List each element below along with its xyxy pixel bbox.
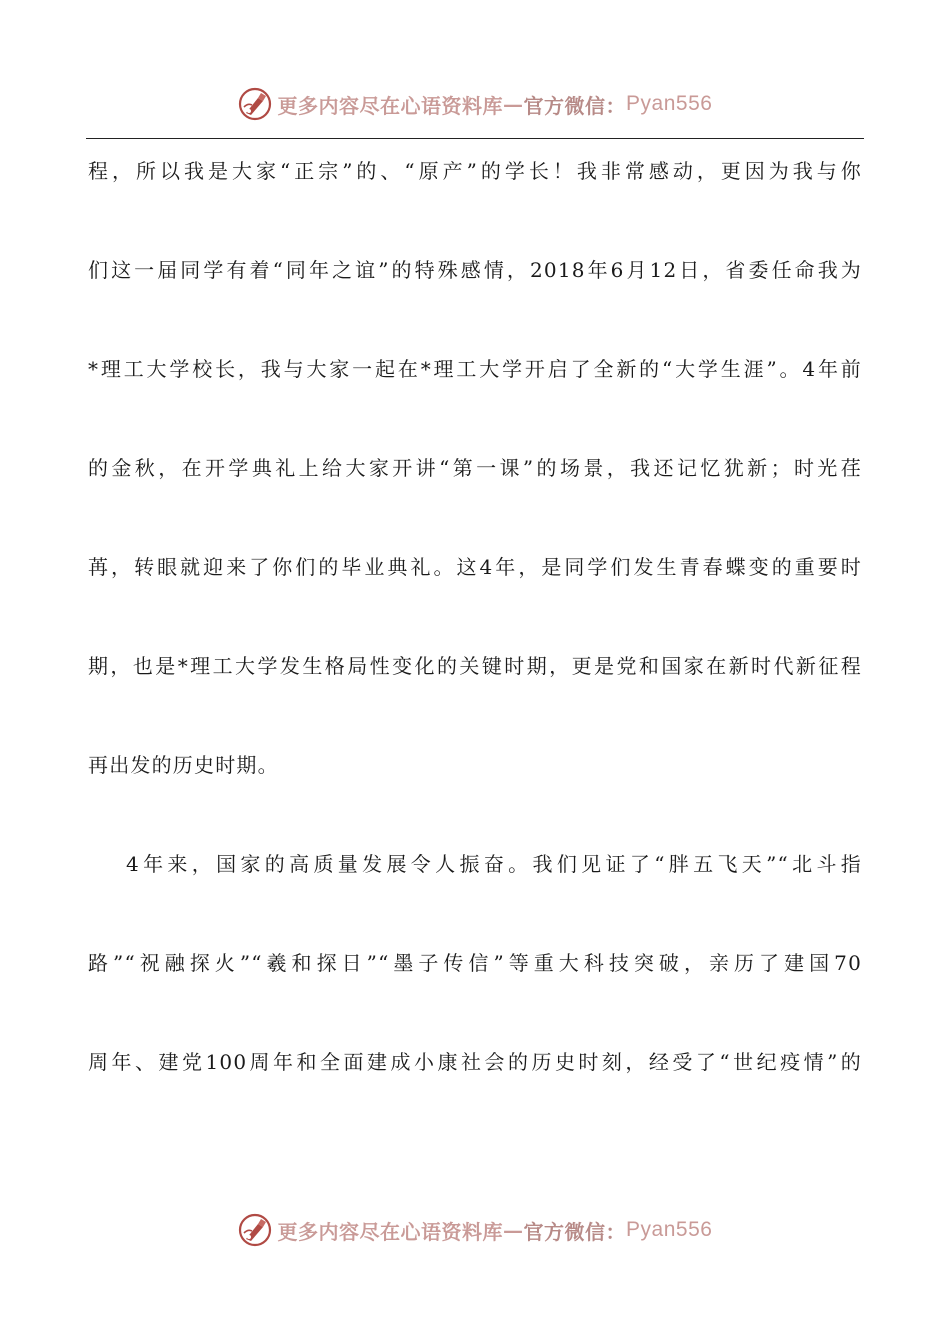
text-line <box>88 744 862 843</box>
text-line-content: 们这一届同学有着“同年之谊”的特殊感情，2018年6月12日，省委任命我为 <box>88 258 862 282</box>
header-wechat-label: 官方微信： <box>523 93 627 118</box>
footer-wechat-label: 官方微信： <box>523 1219 627 1244</box>
text-line-content: 4年来，国家的高质量发展令人振奋。我们见证了“胖五飞天”“北斗指 <box>126 852 862 876</box>
header-separator: — <box>503 92 524 116</box>
text-line-content: 程，所以我是大家“正宗”的、“原产”的学长！我非常感动，更因为我与你 <box>88 159 862 183</box>
text-line <box>88 249 862 348</box>
header-brand-text: 更多内容尽在心语资料库 <box>277 93 504 118</box>
text-line <box>88 546 862 645</box>
footer-watermark <box>238 1213 713 1247</box>
text-line-content: 苒，转眼就迎来了你们的毕业典礼。这4年，是同学们发生青春蝶变的重要时 <box>88 555 862 579</box>
footer-separator: — <box>503 1218 524 1242</box>
text-line <box>88 843 862 942</box>
text-line <box>88 645 862 744</box>
text-line-content: 再出发的历史时期。 <box>88 753 279 777</box>
text-line <box>88 348 862 447</box>
header-divider <box>86 138 864 139</box>
page-header <box>0 84 950 124</box>
pen-nib-logo-icon <box>238 87 272 121</box>
header-watermark <box>238 87 713 121</box>
footer-brand-text: 更多内容尽在心语资料库 <box>277 1219 504 1244</box>
text-line-content: *理工大学校长，我与大家一起在*理工大学开启了全新的“大学生涯”。4年前 <box>88 357 862 381</box>
text-line-content: 路”“祝融探火”“羲和探日”“墨子传信”等重大科技突破，亲历了建国70 <box>88 951 862 975</box>
text-line-content: 期，也是*理工大学发生格局性变化的关键时期，更是党和国家在新时代新征程 <box>88 654 862 678</box>
page-footer <box>0 1210 950 1250</box>
text-line-content: 周年、建党100周年和全面建成小康社会的历史时刻，经受了“世纪疫情”的 <box>88 1050 862 1074</box>
text-line <box>88 150 862 249</box>
header-wechat-id: Pyan556 <box>626 92 713 115</box>
text-line <box>88 447 862 546</box>
pen-nib-logo-icon <box>238 1213 272 1247</box>
document-body <box>88 150 862 1140</box>
text-line <box>88 942 862 1041</box>
footer-wechat-id: Pyan556 <box>626 1218 713 1241</box>
text-line-content: 的金秋，在开学典礼上给大家开讲“第一课”的场景，我还记忆犹新；时光荏 <box>88 456 862 480</box>
text-line <box>88 1041 862 1140</box>
